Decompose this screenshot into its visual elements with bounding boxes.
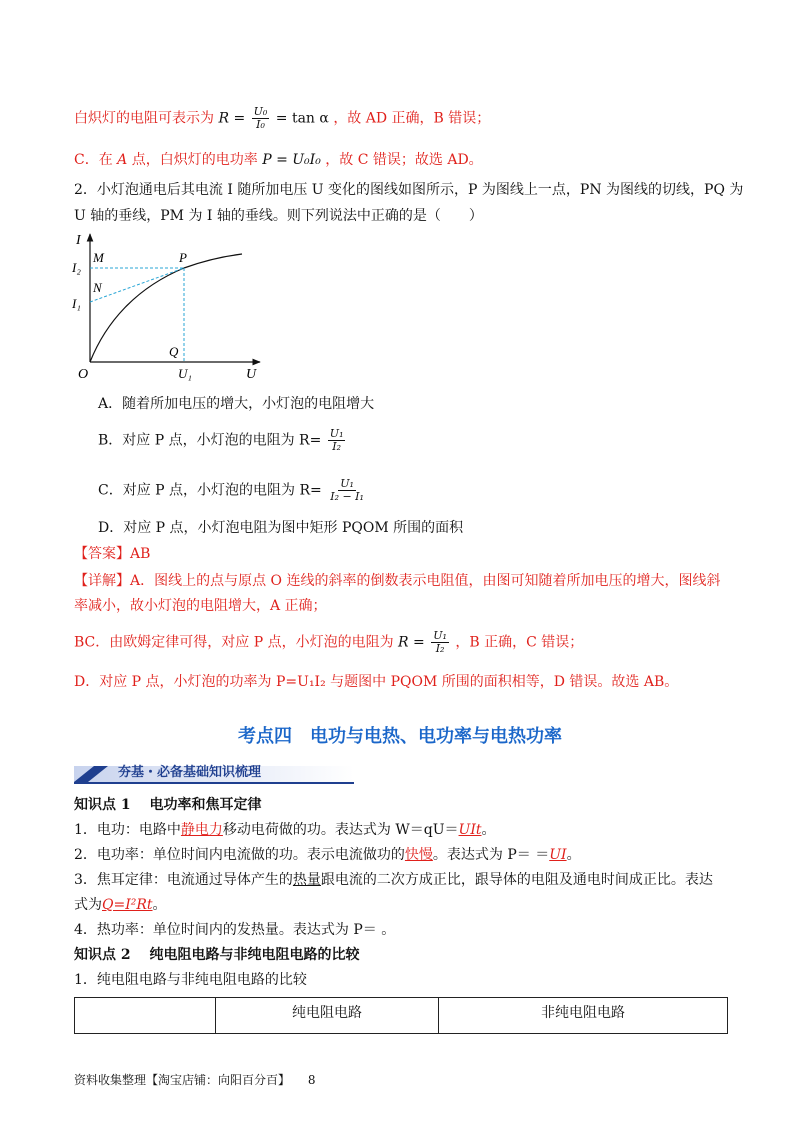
- knowledge-point-1-title: 知识点 1 电功率和焦耳定律: [74, 797, 262, 813]
- text: C．对应 P 点，小灯泡的电阻为 R=: [98, 482, 322, 499]
- iu-graph: [66, 226, 276, 386]
- knowledge-subtitle: 1．纯电阻电路与非纯电阻电路的比较: [74, 972, 307, 988]
- knowledge-point-2-title: 知识点 2 纯电阻电路与非纯电阻电路的比较: [74, 947, 360, 963]
- fill-blank: 静电力: [180, 822, 223, 838]
- text: 。表达式为 P＝ ＝: [432, 847, 550, 863]
- page-number: 8: [307, 1073, 316, 1087]
- fraction-numerator: U₁: [340, 477, 354, 490]
- formula-lhs: R =: [398, 634, 425, 651]
- power-formula: P = U₀I₀: [262, 152, 321, 168]
- fill-blank: 热量: [292, 872, 321, 888]
- text: BC．由欧姆定律可得，对应 P 点，小灯泡的电阻为: [74, 634, 394, 651]
- point-a: A: [117, 152, 128, 168]
- fraction-denominator: I₂ − I₁: [330, 490, 364, 503]
- iu-curve: [90, 254, 242, 362]
- formula-lhs: R =: [218, 110, 246, 127]
- fraction-u0-i0: [252, 106, 270, 131]
- option-c: [98, 478, 368, 503]
- text: 跟电流的二次方成正比，跟导体的电阻及通电时间成正比。表达: [320, 872, 713, 888]
- fill-blank: Q=I²Rt: [102, 897, 153, 913]
- formula-rhs: = tan α: [275, 110, 329, 127]
- footer-text: 资料收集整理【淘宝店铺：向阳百分百】: [74, 1073, 291, 1087]
- fraction-denominator: I₀: [256, 118, 265, 131]
- prev-answer-line-1: [74, 106, 490, 131]
- knowledge-item-1: [74, 820, 496, 840]
- table-header-cell: 纯电阻电路: [216, 998, 439, 1034]
- option-d: D．对应 P 点，小灯泡电阻为图中矩形 PQOM 所围的面积: [98, 520, 464, 536]
- text: 移动电荷做的功。表达式为 W＝qU＝: [222, 822, 459, 838]
- fill-blank: UIt: [458, 822, 482, 838]
- option-a: A．随着所加电压的增大，小灯泡的电阻增大: [98, 396, 375, 412]
- text: 。: [481, 822, 496, 838]
- fill-blank: UI: [549, 847, 567, 863]
- text: 式为: [74, 897, 102, 913]
- knowledge-item-2: [74, 845, 581, 865]
- fraction-u1-i2: [431, 630, 449, 655]
- knowledge-item-3-line-2: [74, 895, 167, 915]
- option-b: [98, 428, 347, 453]
- answer-detail-4: D．对应 P 点，小灯泡的功率为 P=U₁I₂ 与题图中 PQOM 所围的面积相等，D 错误。故选 AB。: [74, 674, 679, 690]
- fraction-u1-i2-minus-i1: [328, 478, 366, 503]
- answer-detail-1: 【详解】A．图线上的点与原点 O 连线的斜率的倒数表示电阻值，由图可知随着所加电压的增大，图线斜: [74, 573, 721, 589]
- label-m: M: [93, 250, 104, 265]
- text: 白炽灯的电阻可表示为: [74, 110, 214, 127]
- fraction-denominator: I₂: [332, 440, 342, 453]
- comparison-table: [74, 997, 728, 1034]
- label-u: U: [246, 367, 257, 382]
- text: ，故 C 错误；故选 AD。: [325, 152, 483, 168]
- text: ，故 AD 正确，B 错误；: [333, 110, 491, 127]
- fill-blank: 快慢: [404, 847, 433, 863]
- text: 1．电功：电路中: [74, 822, 181, 838]
- section-title: 考点四 电功与电热、电功率与电热功率: [238, 726, 562, 747]
- question-2-stem-2: U 轴的垂线，PM 为 I 轴的垂线。则下列说法中正确的是（ ）: [74, 208, 483, 224]
- fraction-numerator: U₀: [253, 105, 268, 118]
- table-header-cell: 非纯电阻电路: [439, 998, 728, 1034]
- question-2-stem-1: 2．小灯泡通电后其电流 I 随所加电压 U 变化的图线如图所示，P 为图线上一点，PN 为图线的切线，PQ 为: [74, 182, 744, 198]
- fraction-numerator: U₁: [433, 629, 447, 642]
- label-p: P: [179, 250, 187, 265]
- fraction-numerator: U₁: [329, 427, 344, 440]
- prev-answer-line-2: [74, 150, 483, 170]
- label-n: N: [93, 280, 102, 295]
- text: C．在: [74, 152, 113, 168]
- banner-label: 夯基・必备基础知识梳理: [118, 765, 262, 780]
- page-footer: [74, 1071, 315, 1088]
- text: 。: [152, 897, 167, 913]
- label-i: I: [76, 233, 81, 248]
- table-header-cell: [75, 998, 216, 1034]
- text: 。: [566, 847, 581, 863]
- knowledge-item-4: 4．热功率：单位时间内的发热量。表达式为 P＝ 。: [74, 922, 396, 938]
- knowledge-item-3-line-1: [74, 870, 713, 890]
- fraction-denominator: I₂: [435, 642, 445, 655]
- fraction-u1-i2: [328, 428, 346, 453]
- text: 2．电功率：单位时间内电流做的功。表示电流做功的: [74, 847, 405, 863]
- table-header-row: [75, 998, 728, 1034]
- label-i2: I₂: [72, 260, 81, 275]
- answer-key: 【答案】AB: [74, 546, 151, 562]
- answer-detail-3: [74, 630, 583, 655]
- label-i1: I₁: [72, 296, 81, 311]
- text: 3．焦耳定律：电流通过导体产生的: [74, 872, 293, 888]
- text: ，B 正确，C 错误；: [455, 634, 584, 651]
- label-o: O: [78, 367, 89, 382]
- text: 点，白炽灯的电功率: [131, 152, 258, 168]
- answer-detail-2: 率减小，故小灯泡的电阻增大，A 正确；: [74, 598, 327, 614]
- text: B．对应 P 点，小灯泡的电阻为 R=: [98, 432, 322, 449]
- label-u1: U₁: [178, 366, 192, 381]
- label-q: Q: [169, 344, 179, 359]
